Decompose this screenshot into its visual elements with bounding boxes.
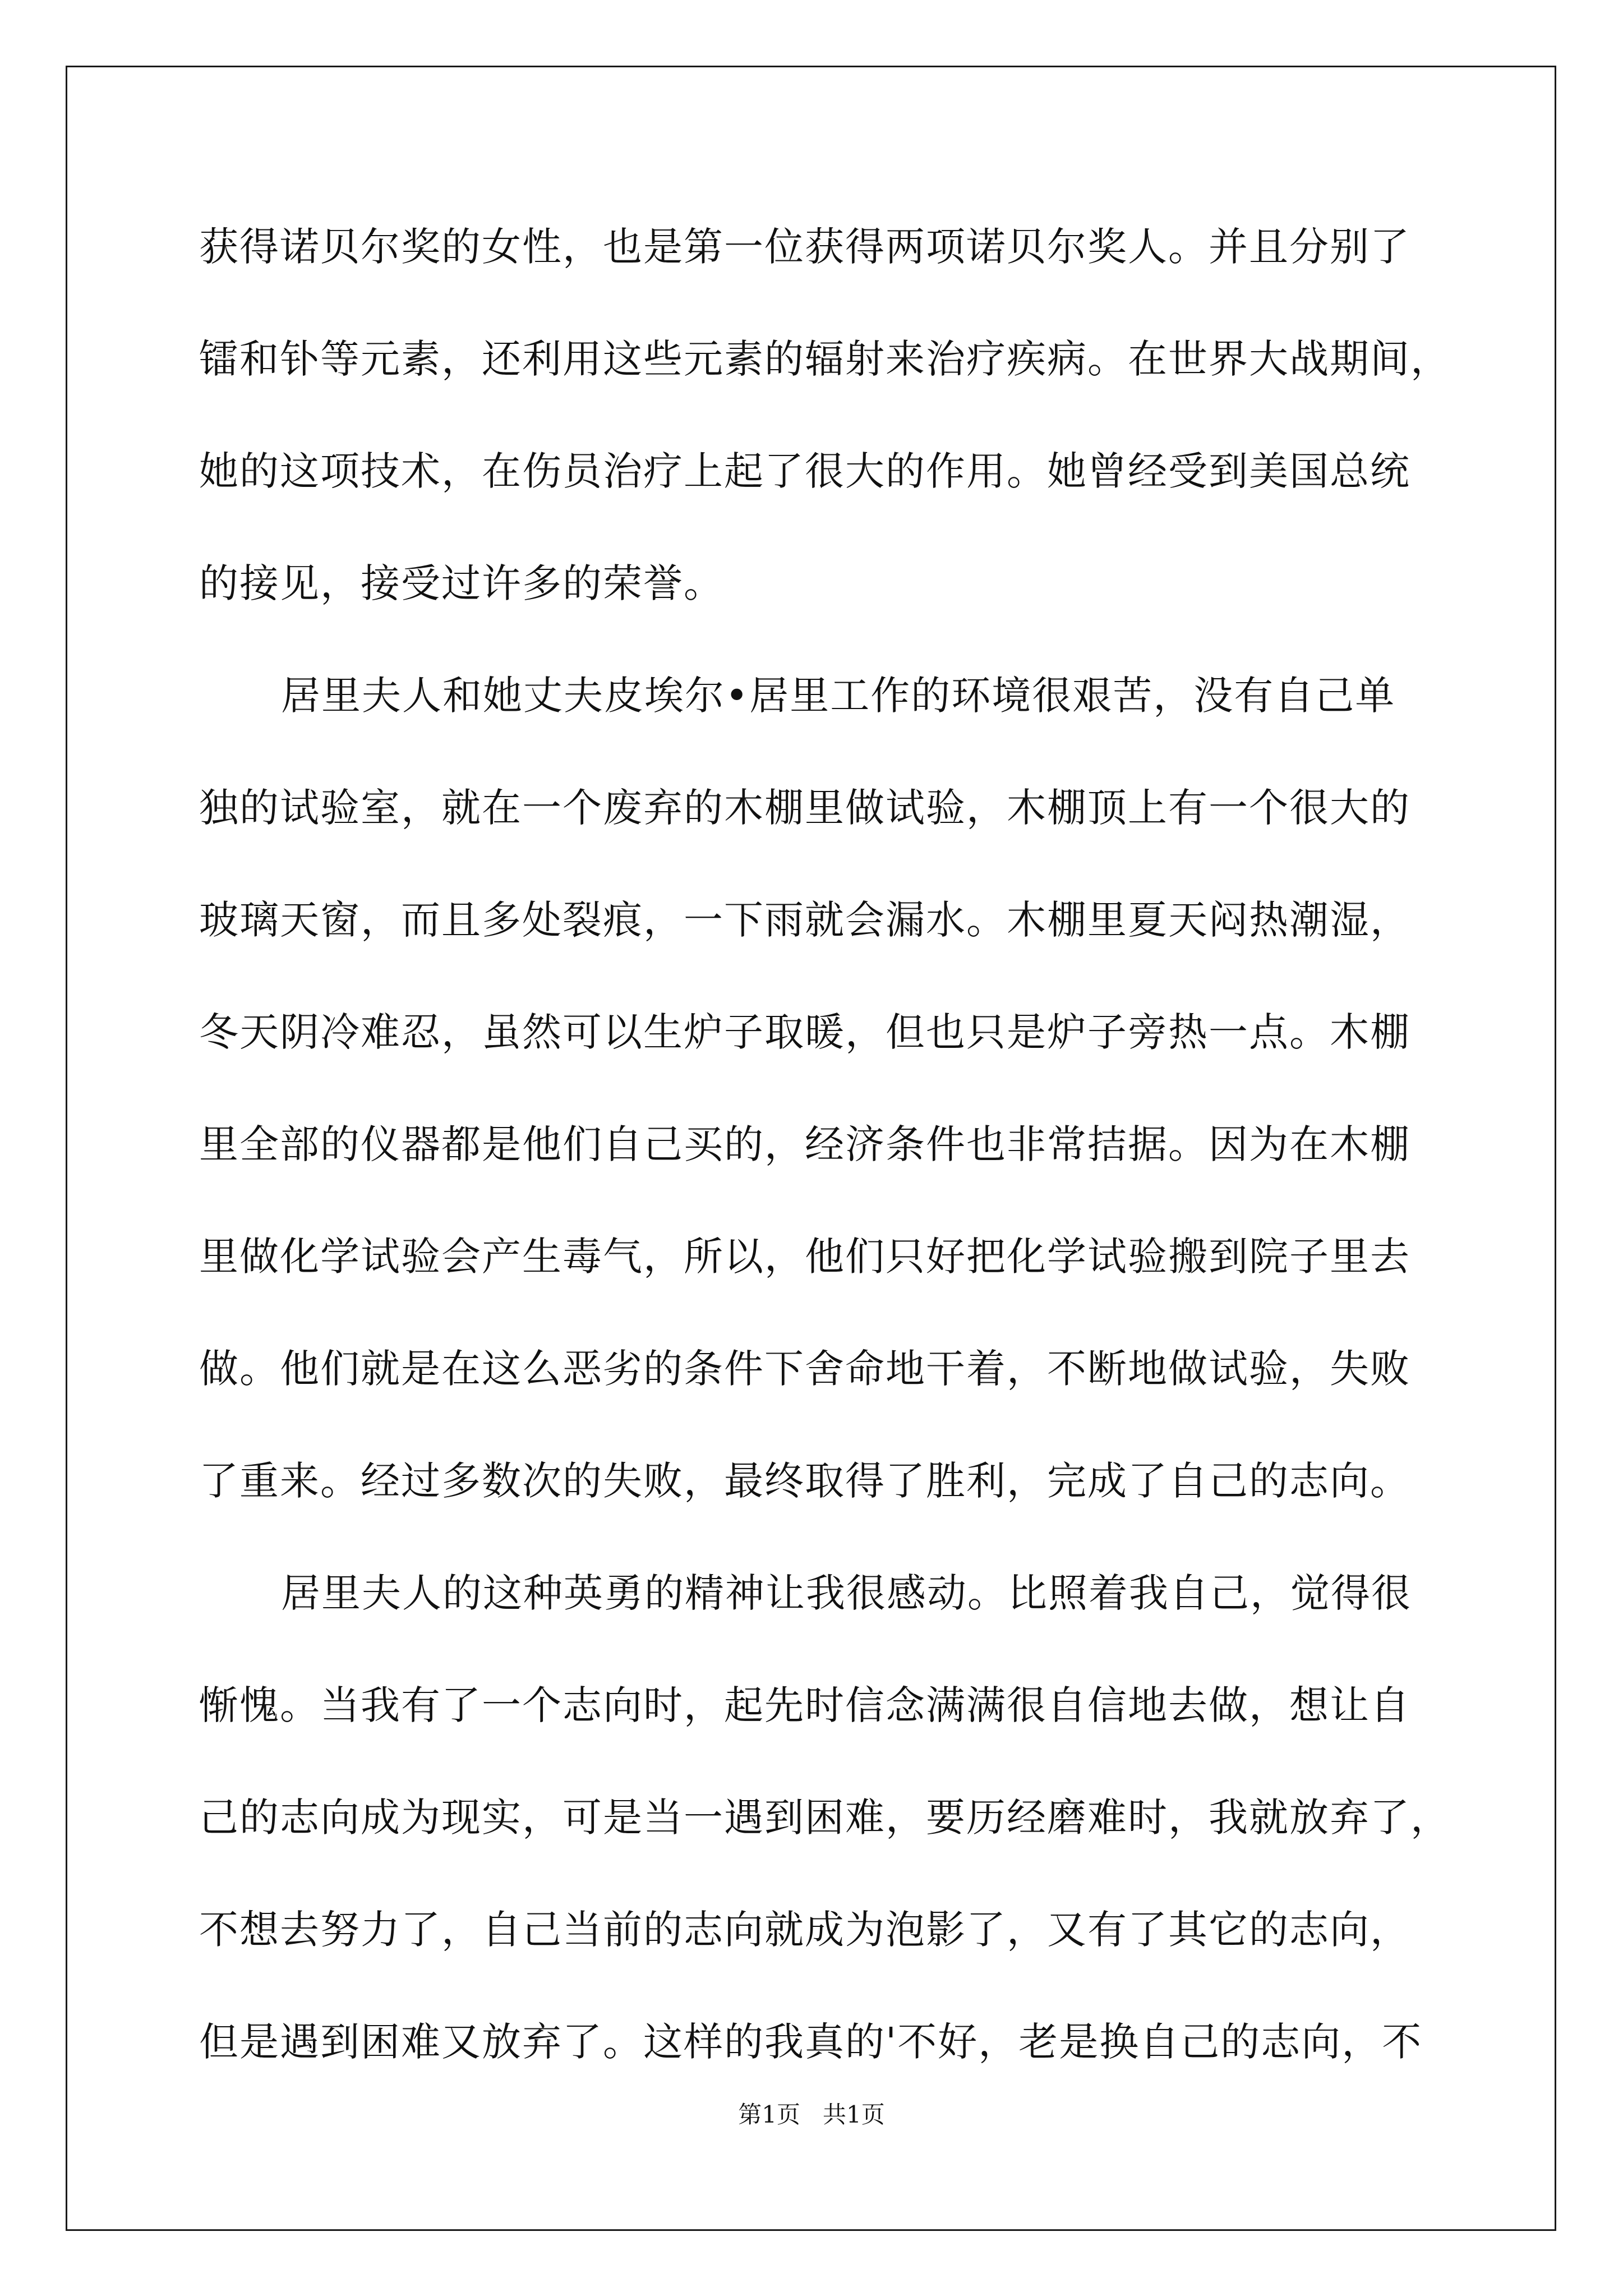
text-line: 不想去努力了，自己当前的志向就成为泡影了，又有了其它的志向， [199,1907,1410,1953]
text-line: 做。他们就是在这么恶劣的条件下舍命地干着，不断地做试验，失败 [199,1346,1410,1392]
text-line: 镭和钋等元素，还利用这些元素的辐射来治疗疾病。在世界大战期间， [199,336,1451,382]
document-body [199,191,1451,2098]
text-line: 了重来。经过多数次的失败，最终取得了胜利，完成了自己的志向。 [199,1458,1410,1504]
text-line: 的接见，接受过许多的荣誉。 [199,560,724,606]
text-line: 她的这项技术，在伤员治疗上起了很大的作用。她曾经受到美国总统 [199,448,1410,494]
text-line: 己的志向成为现实，可是当一遇到困难，要历经磨难时，我就放弃了， [199,1795,1451,1841]
text-line: 里做化学试验会产生毒气，所以，他们只好把化学试验搬到院子里去 [199,1234,1410,1280]
text-line: 里全部的仪器都是他们自己买的，经济条件也非常拮据。因为在木棚 [199,1121,1410,1167]
text-line: 冬天阴冷难忍，虽然可以生炉子取暖，但也只是炉子旁热一点。木棚 [199,1009,1410,1055]
text-line: 玻璃天窗，而且多处裂痕，一下雨就会漏水。木棚里夏天闷热潮湿， [199,897,1410,943]
paragraph-first-line: 居里夫人和她丈夫皮埃尔•居里工作的环境很艰苦，没有自己单 [281,673,1396,719]
text-line: 惭愧。当我有了一个志向时，起先时信念满满很自信地去做，想让自 [199,1682,1410,1728]
text-line: 独的试验室，就在一个废弃的木棚里做试验，木棚顶上有一个很大的 [199,785,1410,831]
page-number-footer: 第1页 共1页 [738,2101,885,2128]
text-line: 获得诺贝尔奖的女性，也是第一位获得两项诺贝尔奖人。并且分别了 [199,224,1410,270]
paragraph-first-line: 居里夫人的这种英勇的精神让我很感动。比照着我自己，觉得很 [281,1570,1412,1616]
text-line: 但是遇到困难又放弃了。这样的我真的'不好，老是换自己的志向，不 [199,2019,1423,2065]
